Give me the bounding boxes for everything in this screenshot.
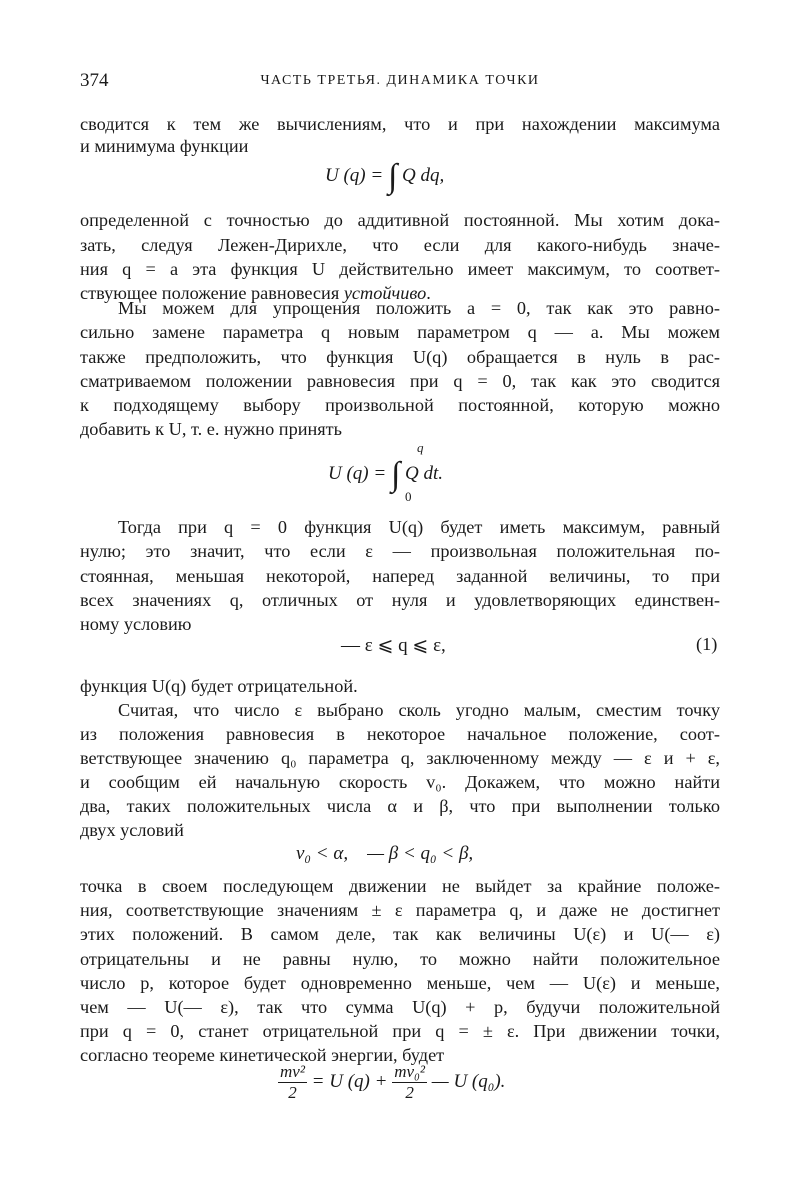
text-line: к подходящему выбору произвольной постоянной, которую можно: [80, 395, 720, 415]
text-span: ствующее положение равновесия: [80, 283, 344, 303]
fraction-denominator: 2: [288, 1083, 297, 1102]
formula-condition: — ε ⩽ q ⩽ ε,: [341, 635, 446, 656]
text-line: два, таких положительных числа α и β, что при выполнении только: [80, 796, 720, 816]
text-line: всех значениях q, отличных от нуля и удовлетворяющих единствен-: [80, 590, 720, 610]
page-header: [80, 70, 720, 98]
formula-potential: [325, 158, 444, 196]
text-line: и сообщим ей начальную скорость v₀. Докажем, что можно найти: [80, 772, 720, 792]
text-line: Тогда при q = 0 функция U(q) будет иметь максимум, равный: [118, 517, 720, 537]
fraction: [278, 1062, 307, 1103]
text-line: и минимума функции: [80, 136, 249, 156]
text-line: при q = 0, станет отрицательной при q = ± ε. При движении точки,: [80, 1021, 720, 1041]
fraction-numerator: mv²: [280, 1062, 305, 1081]
text-line: отрицательны и не равны нулю, то можно найти положительное: [80, 949, 720, 969]
text-line: из положения равновесия в некоторое начальное положение, соот-: [80, 724, 720, 744]
text-line: ния, соответствующие значениям ± ε параметра q, и даже не достигнет: [80, 900, 720, 920]
text-line: этих положений. В самом деле, так как величины U(ε) и U(— ε): [80, 924, 720, 944]
integral-sign: ∫: [387, 158, 398, 195]
formula-initial-conditions: v₀ < α, — β < q₀ < β,: [296, 843, 474, 864]
integral-lower-limit: 0: [405, 489, 412, 504]
text-line: сматриваемом положении равновесия при q = 0, так как это сводится: [80, 371, 720, 391]
text-line: Считая, что число ε выбрано сколь угодно малым, сместим точку: [118, 700, 720, 720]
text-line: добавить к U, т. е. нужно принять: [80, 419, 343, 439]
text-line: двух условий: [80, 820, 184, 840]
text-span: .: [426, 283, 431, 303]
equation-number: (1): [696, 634, 718, 654]
text-line: стоянная, меньшая некоторой, наперед заданной величины, то при: [80, 566, 720, 586]
running-title: ЧАСТЬ ТРЕТЬЯ. ДИНАМИКА ТОЧКИ: [260, 73, 540, 88]
formula-part: = U (q) +: [311, 1070, 388, 1092]
formula-part: U (q) =: [328, 463, 387, 484]
text-line: чем — U(— ε), так что сумма U(q) + p, будучи положительной: [80, 997, 720, 1017]
fraction: [392, 1062, 427, 1103]
integral-sign: ∫: [390, 456, 401, 493]
text-line: сильно замене параметра q новым параметром q — a. Мы можем: [80, 322, 720, 342]
text-line: согласно теореме кинетической энергии, будет: [80, 1045, 445, 1065]
formula-part: U (q) =: [325, 165, 384, 186]
text-line: Мы можем для упрощения положить a = 0, так как это равно-: [118, 298, 720, 318]
formula-definite-integral: [328, 456, 443, 494]
text-line: нулю; это значит, что если ε — произвольная положительная по-: [80, 541, 720, 561]
fraction-numerator: mv₀²: [394, 1062, 426, 1081]
text-line: функция U(q) будет отрицательной.: [80, 676, 358, 696]
formula-part: — U (q₀).: [431, 1070, 506, 1092]
page-number: 374: [80, 70, 109, 91]
text-line: зать, следуя Лежен-Дирихле, что если для какого-нибудь значе-: [80, 235, 720, 255]
formula-part: Q dq,: [402, 165, 445, 186]
integral-upper-limit: q: [417, 440, 424, 455]
text-line: определенной с точностью до аддитивной постоянной. Мы хотим дока-: [80, 210, 720, 230]
formula-energy: [278, 1062, 505, 1103]
text-line: сводится к тем же вычислениям, что и при нахождении максимума: [80, 114, 720, 134]
text-line: также предположить, что функция U(q) обращается в нуль в рас-: [80, 347, 720, 367]
text-line: число p, которое будет одновременно меньше, чем — U(ε) и меньше,: [80, 973, 720, 993]
text-line: ния q = a эта функция U действительно имеет максимум, то соответ-: [80, 259, 720, 279]
emphasis: устойчиво: [343, 283, 427, 303]
formula-part: Q dt.: [405, 463, 444, 484]
text-line: ветствующее значению q₀ параметра q, заключенному между — ε и + ε,: [80, 748, 720, 768]
text-line: точка в своем последующем движении не выйдет за крайние положе-: [80, 876, 720, 896]
text-line: ному условию: [80, 614, 192, 634]
fraction-denominator: 2: [405, 1083, 414, 1102]
